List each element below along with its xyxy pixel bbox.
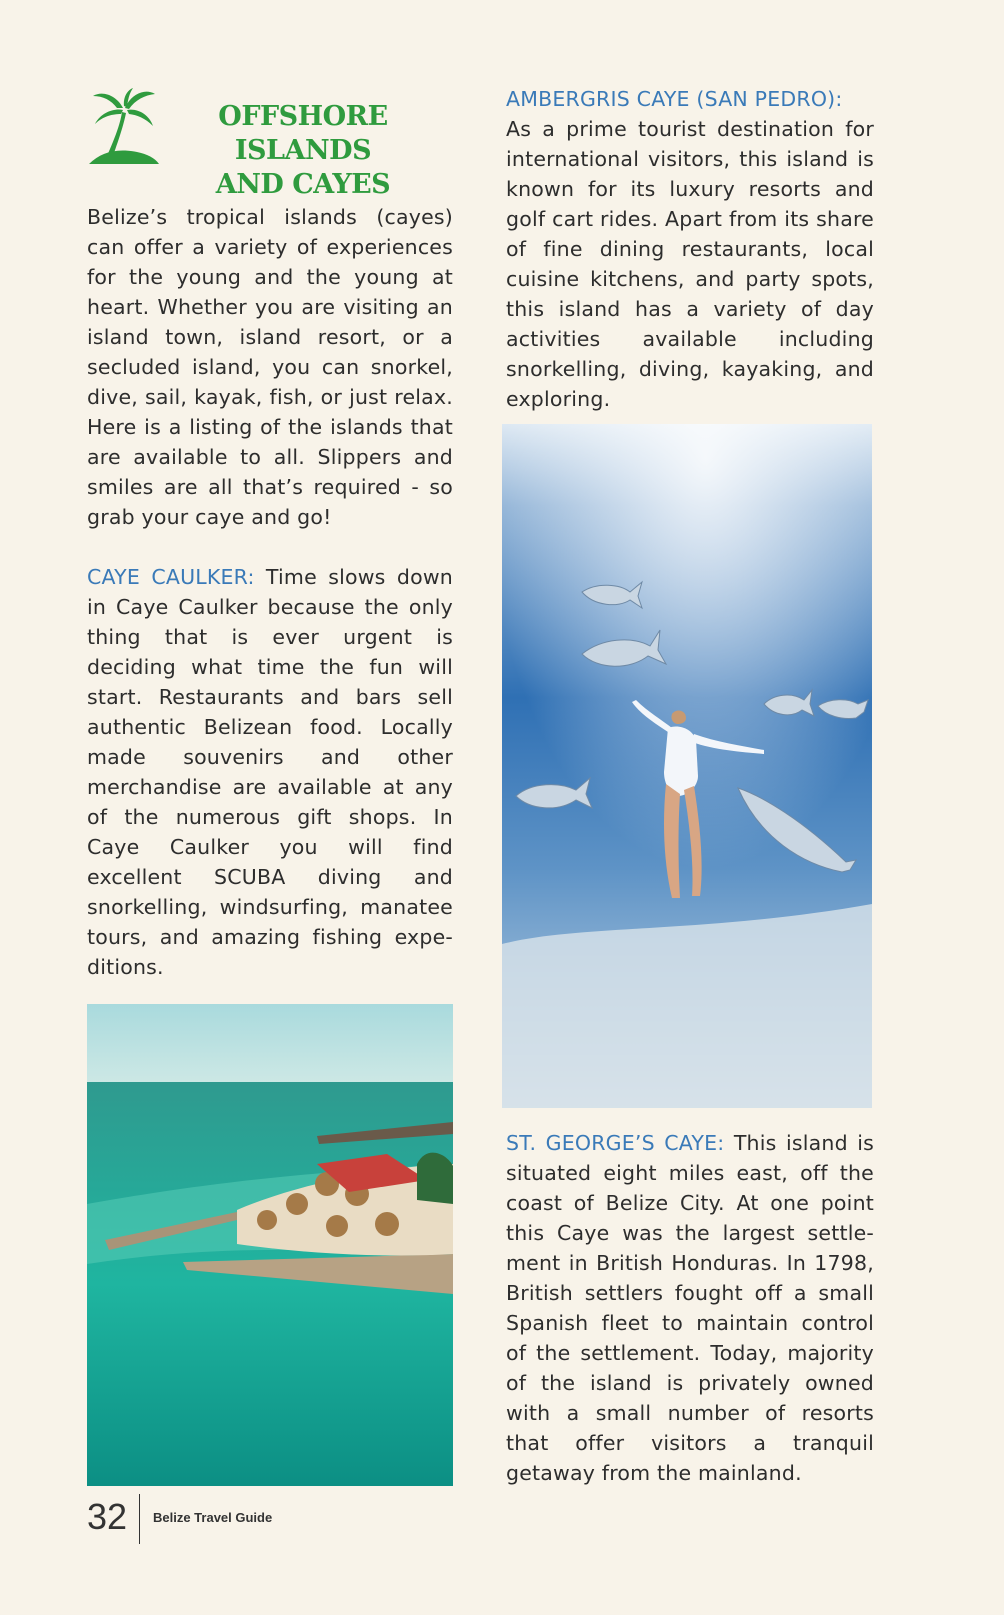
st-georges-paragraph: [506, 1128, 874, 1488]
st-georges-title: ST. GEORGE’S CAYE:: [506, 1131, 725, 1155]
heading-line-2: AND CAYES: [215, 169, 391, 200]
section-heading: [87, 86, 453, 200]
intro-paragraph: Belize’s tropical islands (cayes) can offer a variety of experiences for the young and the young at heart. Whether you are visiting an island town, island resort, or a secluded island, you can snorkel, dive, sail, kayak, fish, or just relax. Here is a listing of the islands that are available to all. Slippers and smiles are all that’s required - so grab your caye and go!: [87, 205, 453, 529]
page-heading: [153, 100, 453, 202]
st-georges-text: This island is situated eight miles east, off the coast of Belize City. At one point this Caye was the largest settle-ment in British Honduras. In 1798, British settlers fought off a small Spanish fleet to maintain control of the settlement. Today, majority of the island is privately owned with a small number of resorts that offer visitors a tranquil getaway from the mainland.: [506, 1131, 874, 1485]
heading-line-1: OFFSHORE ISLANDS: [218, 101, 388, 166]
page-number: 32: [87, 1496, 128, 1537]
caye-caulker-pier-photo: [87, 1004, 453, 1486]
right-column: [506, 84, 874, 414]
ambergris-paragraph: [506, 84, 874, 414]
palm-tree-icon: [87, 86, 159, 164]
ambergris-text: As a prime tourist destination for international visitors, this island is known for its luxury resorts and golf cart rides. Apart from its share of fine dining restaurants, local cuisine kitchens, and party spots, this island has a variety of day activities available including snorkelling, diving, kayaking, and exploring.: [506, 117, 874, 411]
right-column-lower: [506, 1128, 874, 1488]
caye-caulker-paragraph: [87, 562, 453, 982]
left-column: [87, 86, 453, 982]
footer-divider: [139, 1494, 140, 1544]
caye-caulker-title: CAYE CAULKER:: [87, 565, 255, 589]
underwater-photo: [502, 424, 872, 1108]
ambergris-title: AMBERGRIS CAYE (SAN PEDRO):: [506, 87, 843, 111]
caye-caulker-text: Time slows down in Caye Caulker because the only thing that is ever urgent is deciding what time the fun will start. Restaurants and bars sell authentic Belizean food. Locally made souvenirs and other merchandise are available at any of the numerous gift shops. In Caye Caulker you will find excellent SCUBA diving and snorkelling, windsurfing, manatee tours, and amazing fishing expe-ditions.: [87, 565, 453, 979]
footer-title: Belize Travel Guide: [153, 1510, 273, 1525]
